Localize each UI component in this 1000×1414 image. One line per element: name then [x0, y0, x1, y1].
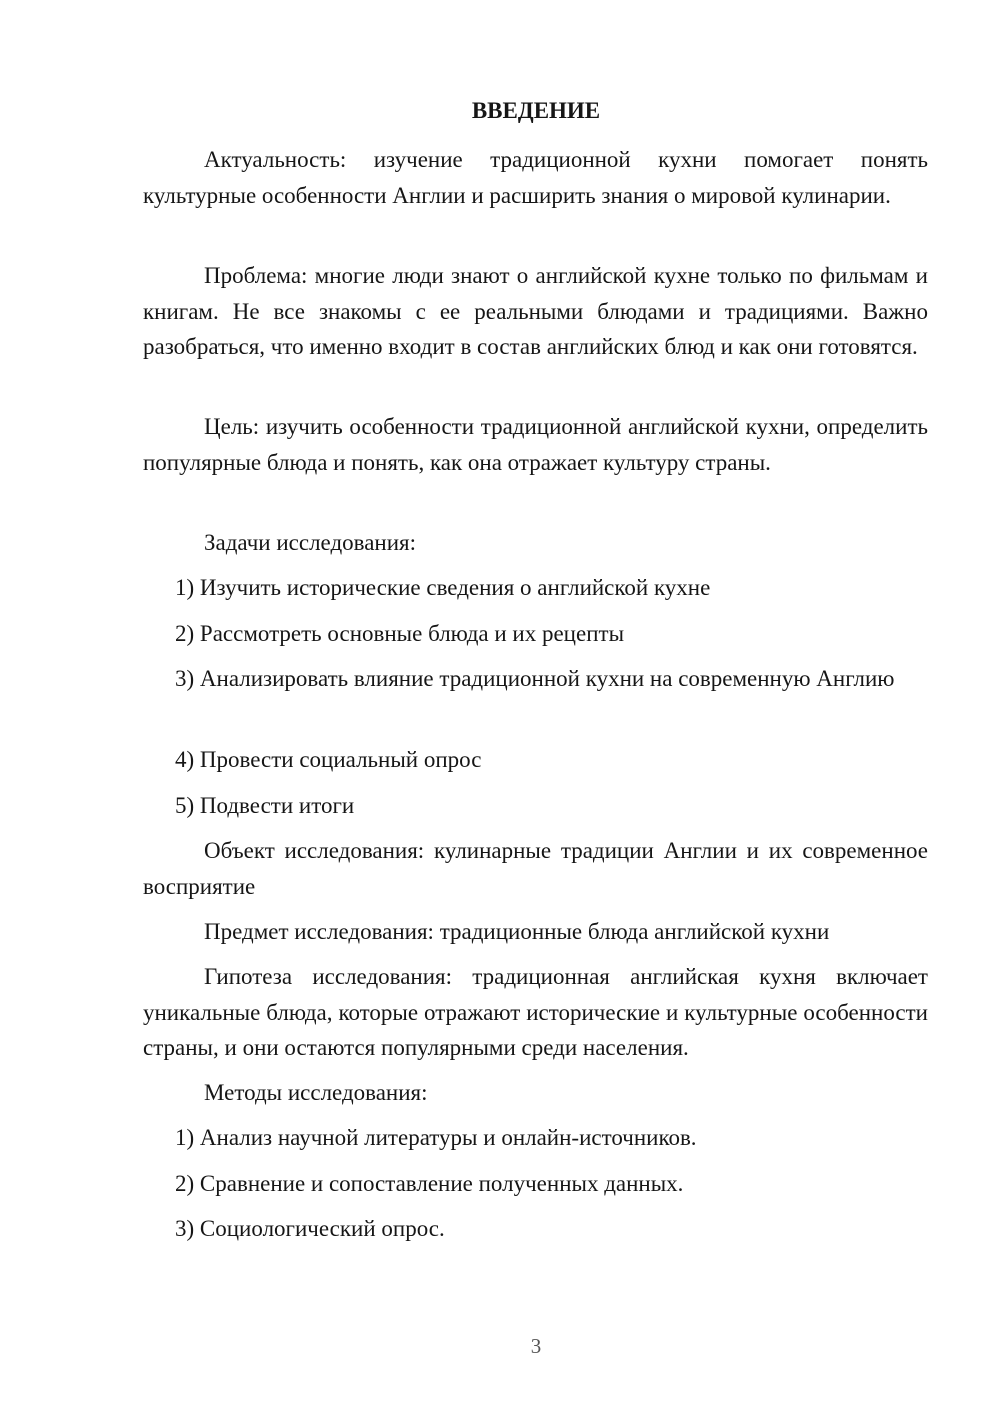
object-paragraph: Объект исследования: кулинарные традиции Англии и их современное восприятие [143, 838, 928, 899]
method-item-1: 1) Анализ научной литературы и онлайн-источников. [175, 1125, 697, 1150]
page-title: ВВЕДЕНИЕ [471, 98, 601, 123]
subject-paragraph: Предмет исследования: традиционные блюда английской кухни [204, 919, 830, 944]
task-item-5: 5) Подвести итоги [175, 793, 355, 818]
goal-paragraph: Цель: изучить особенности традиционной английской кухни, определить популярные блюда и понять, как она отражает культуру страны. [143, 414, 928, 475]
task-item-1: 1) Изучить исторические сведения о английской кухне [175, 575, 711, 600]
task-item-3: 3) Анализировать влияние традиционной кухни на современную Англию [175, 666, 895, 691]
problem-paragraph: Проблема: многие люди знают о английской кухне только по фильмам и книгам. Не все знакомы с ее реальными блюдами и традициями. Важно разобраться, что именно входит в состав английских блюд и как они готовятся. [143, 263, 928, 359]
method-item-3: 3) Социологический опрос. [175, 1216, 445, 1241]
hypothesis-paragraph: Гипотеза исследования: традиционная английская кухня включает уникальные блюда, которые отражают исторические и культурные особенности страны, и они остаются популярными среди населения. [143, 964, 928, 1060]
tasks-heading: Задачи исследования: [204, 530, 417, 555]
page-number: 3 [530, 1334, 542, 1358]
task-item-2: 2) Рассмотреть основные блюда и их рецепты [175, 621, 625, 646]
method-item-2: 2) Сравнение и сопоставление полученных данных. [175, 1171, 684, 1196]
relevance-paragraph: Актуальность: изучение традиционной кухни помогает понять культурные особенности Англии и расширить знания о мировой кулинарии. [143, 147, 928, 208]
methods-heading: Методы исследования: [204, 1080, 428, 1105]
task-item-4: 4) Провести социальный опрос [175, 747, 482, 772]
